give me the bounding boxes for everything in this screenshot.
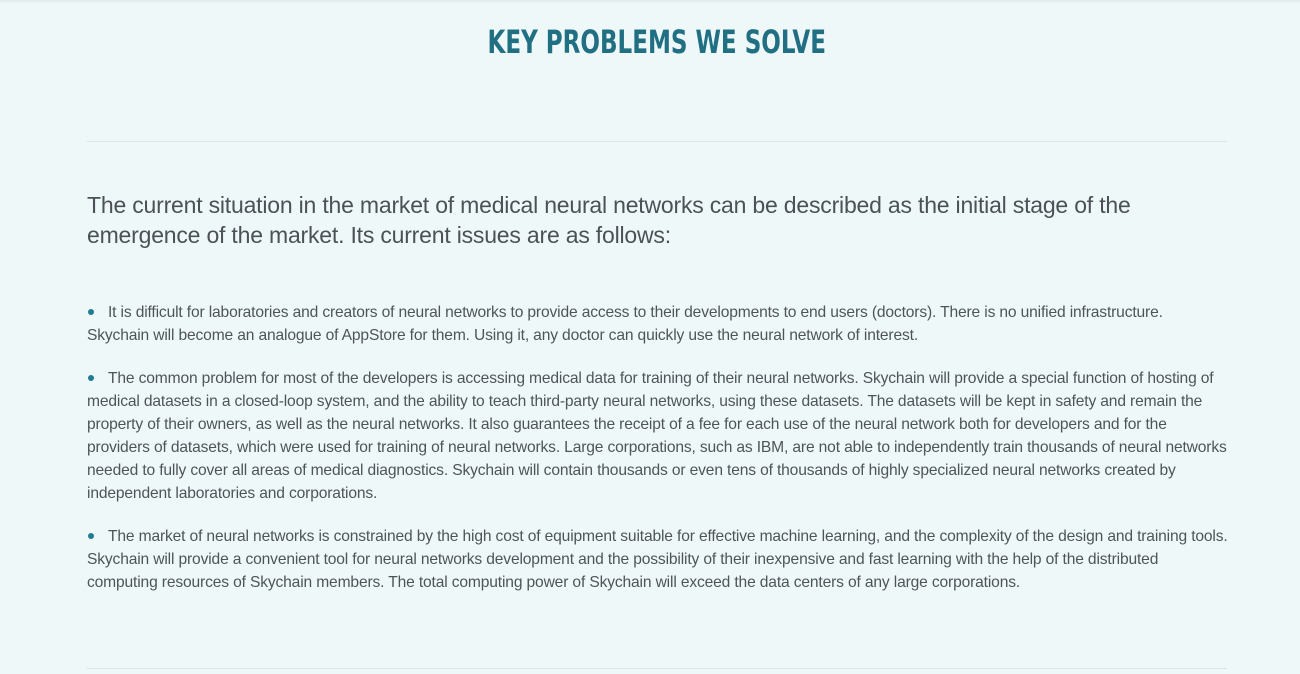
- problems-list: [87, 301, 1229, 614]
- bullet-icon: [88, 309, 94, 315]
- problem-text: The market of neural networks is constrained by the high cost of equipment suitable for effective machine learning, and the complexity of the design and training tools. Skychain will provide a convenient tool for neural networks development and the possibility of their inexpensive and fast learning with the help of the distributed computing resources of Skychain members. The total computing power of Skychain will exceed the data centers of any large corporations.: [87, 528, 1228, 591]
- list-item: [87, 367, 1229, 505]
- top-divider: [87, 141, 1227, 142]
- section-title: KEY PROBLEMS WE SOLVE: [487, 23, 826, 61]
- intro-paragraph: The current situation in the market of medical neural networks can be described as the initial stage of the emergence of the market. Its current issues are as follows:: [87, 192, 1131, 248]
- bullet-icon: [88, 375, 94, 381]
- header-shadow: [0, 0, 1300, 4]
- problem-text: The common problem for most of the developers is accessing medical data for training of their neural networks. Skychain will provide a special function of hosting of medical datasets in a closed-loop system, and the ability to teach third-party neural networks, using these datasets. The datasets will be kept in safety and remain the property of their owners, as well as the neural networks. It also guarantees the receipt of a fee for each use of the neural network both for developers and for the providers of datasets, which were used for training of neural networks. Large corporations, such as IBM, are not able to independently train thousands of neural networks needed to fully cover all areas of medical diagnostics. Skychain will contain thousands or even tens of thousands of highly specialized neural networks created by independent laboratories and corporations.: [87, 370, 1227, 502]
- problem-text: It is difficult for laboratories and creators of neural networks to provide access to their developments to end users (doctors). There is no unified infrastructure. Skychain will become an analogue of AppStore for them. Using it, any doctor can quickly use the neural network of interest.: [87, 304, 1163, 344]
- list-item: [87, 525, 1229, 594]
- bullet-icon: [88, 533, 94, 539]
- list-item: [87, 301, 1229, 347]
- bottom-divider: [87, 668, 1227, 669]
